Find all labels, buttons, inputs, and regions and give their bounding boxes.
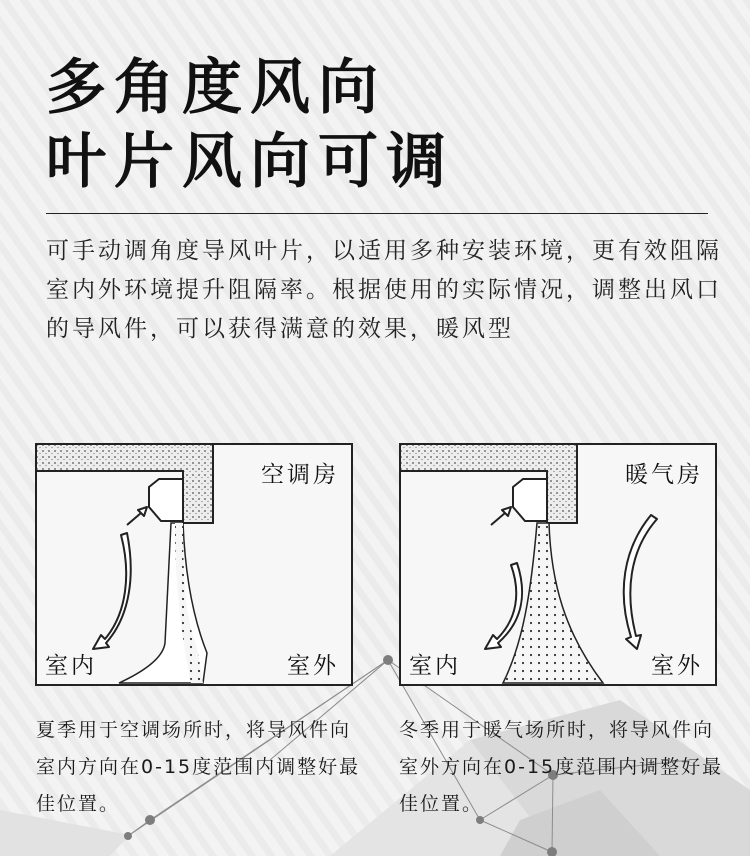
indoor-label: 室内 — [409, 653, 461, 679]
outdoor-label: 室外 — [651, 653, 703, 679]
winter-caption: 冬季用于暖气场所时，将导风件向室外方向在0-15度范围内调整好最佳位置。 — [399, 719, 724, 815]
room-label: 暖气房 — [625, 462, 703, 488]
page-title-line-2: 叶片风向可调 — [46, 127, 454, 197]
diagram-air-conditioned-room — [35, 443, 353, 686]
description-text: 可手动调角度导风叶片，以适用多种安装环境，更有效阻隔室内外环境提升阻隔率。根据使用的实际情况，调整出风口的导风件，可以获得满意的效果，暖风型 — [46, 238, 722, 342]
title-divider — [46, 213, 708, 214]
indoor-label: 室内 — [45, 653, 97, 679]
outdoor-label: 室外 — [287, 653, 339, 679]
page-title-line-1: 多角度风向 — [46, 53, 386, 123]
room-label: 空调房 — [261, 462, 339, 488]
summer-caption: 夏季用于空调场所时，将导风件向室内方向在0-15度范围内调整好最佳位置。 — [36, 719, 361, 815]
diagram-heated-room — [399, 443, 717, 686]
